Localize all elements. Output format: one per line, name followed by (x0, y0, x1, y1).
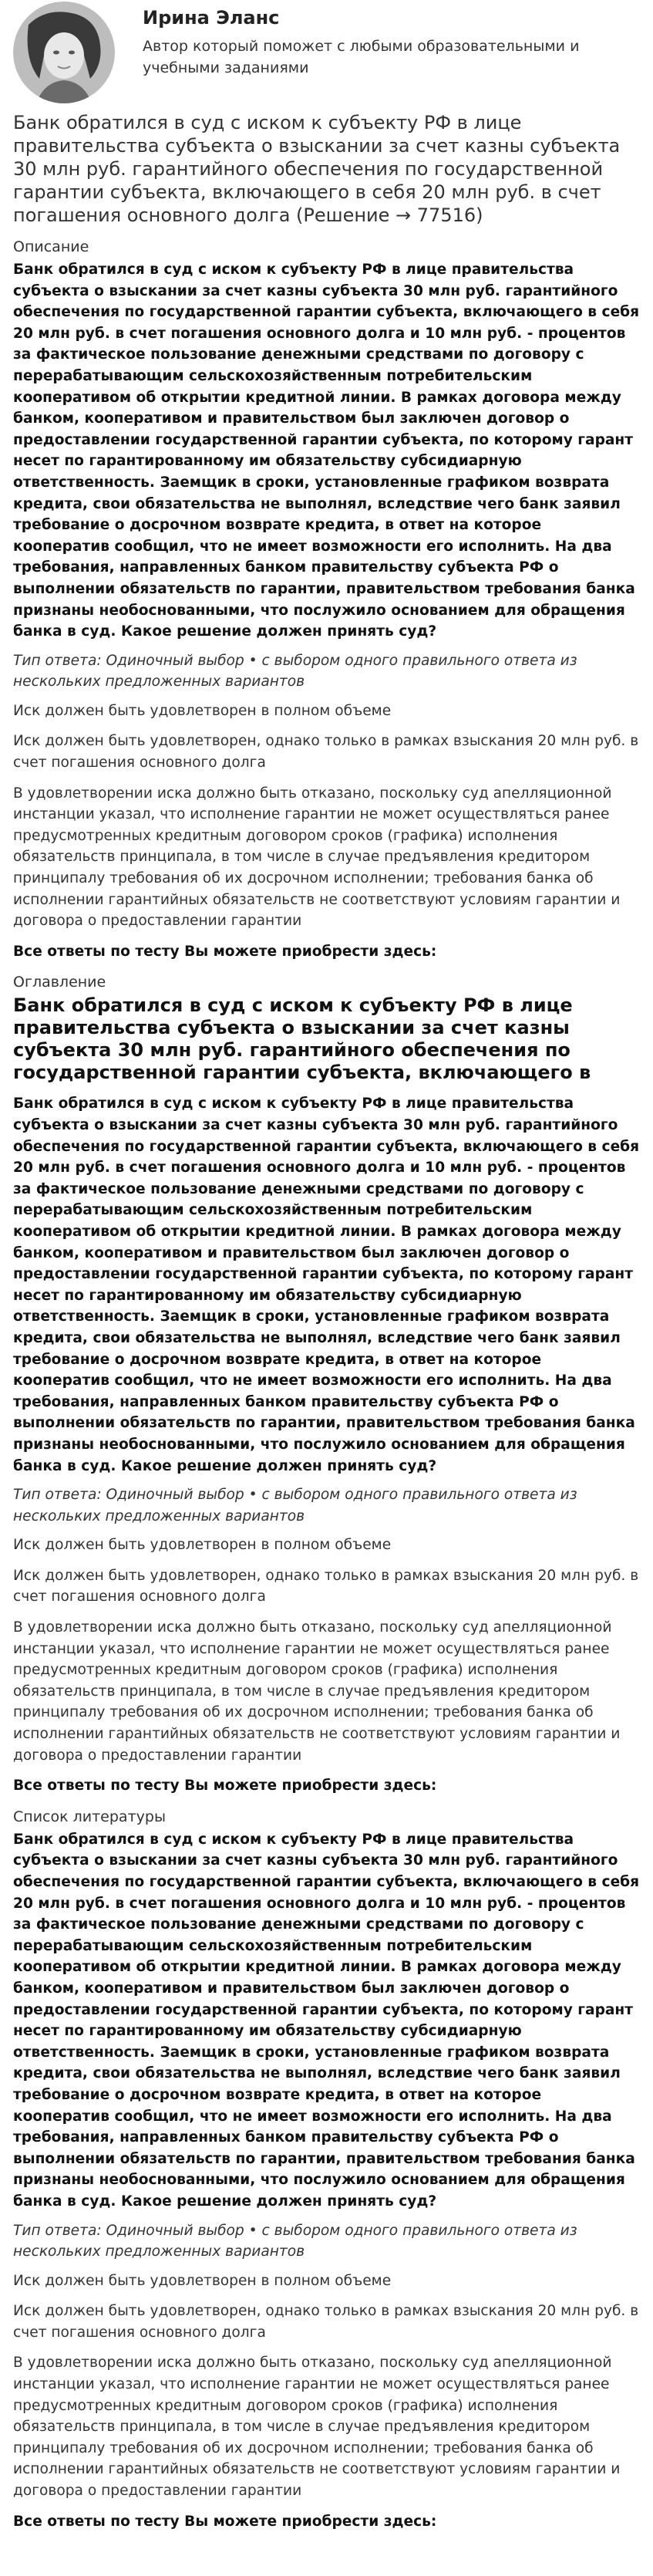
answer-option: Иск должен быть удовлетворен, однако только в рамках взыскания 20 млн руб. в счет погашения основного долга (13, 733, 639, 771)
author-name[interactable]: Ирина Эланс (143, 7, 280, 29)
author-description: Автор который поможет с любыми образовательными и учебными заданиями (143, 38, 580, 76)
section-contents (13, 973, 640, 1796)
section-label: Описание (13, 238, 89, 255)
section-description (13, 238, 640, 962)
answer-option: Иск должен быть удовлетворен в полном объеме (13, 2272, 392, 2289)
answer-type: Тип ответа: Одиночный выбор • с выбором одного правильного ответа из нескольких предложенных вариантов (13, 652, 577, 690)
question-text: Банк обратился в суд с иском к субъекту РФ в лице правительства субъекта о взыскании за счет казны субъекта 30 млн руб. гарантийного обеспечения по государственной гарантии субъекта, включающего в себя 20 млн руб. в счет погашения основного долга и 10 млн руб. - процентов за фактическое пользование денежными средствами по договору с перерабатывающим сельскохозяйственным потребительским кооперативом об открытии кредитной линии. В рамках договора между банком, кооперативом и правительством был заключен договор о предоставлении государственной гарантии субъекта, по которому гарант несет по гарантированному им обязательству субсидиарную ответственность. Заемщик в сроки, установленные графиком возврата кредита, свои обязательства не выполнял, вследствие чего банк заявил требование о досрочном возврате кредита, в ответ на которое кооператив сообщил, что не имеет возможности его исполнить. На два требования, направленных банком правительству субъекта РФ о выполнении обязательств по гарантии, правительством требования банка признаны необоснованными, что послужило основанием для обращения банка в суд. Какое решение должен принять суд? (13, 1096, 640, 1474)
answer-option: Иск должен быть удовлетворен в полном объеме (13, 702, 392, 719)
answer-option: В удовлетворении иска должно быть отказано, поскольку суд апелляционной инстанции указал, что исполнение гарантии не может осуществляться ранее предусмотренных кредитным договором сроков (графика) исполнения обязательств принципала, в том числе в случае предъявления кредитором принципалу требования об их досрочном исполнении; требования банка об исполнении гарантийных обязательств не соответствуют условиям гарантии и договора о предоставлении гарантии (13, 785, 621, 930)
avatar (13, 2, 115, 103)
section-label: Оглавление (13, 974, 106, 991)
answer-option: Иск должен быть удовлетворен, однако только в рамках взыскания 20 млн руб. в счет погашения основного долга (13, 1567, 639, 1605)
buy-answers-text: Все ответы по тесту Вы можете приобрести здесь: (13, 2513, 437, 2530)
buy-answers-text: Все ответы по тесту Вы можете приобрести здесь: (13, 943, 437, 960)
answer-option: В удовлетворении иска должно быть отказано, поскольку суд апелляционной инстанции указал, что исполнение гарантии не может осуществляться ранее предусмотренных кредитным договором сроков (графика) исполнения обязательств принципала, в том числе в случае предъявления кредитором принципалу требования об их досрочном исполнении; требования банка об исполнении гарантийных обязательств не соответствуют условиям гарантии и договора о предоставлении гарантии (13, 1619, 621, 1764)
answer-option: В удовлетворении иска должно быть отказано, поскольку суд апелляционной инстанции указал, что исполнение гарантии не может осуществляться ранее предусмотренных кредитным договором сроков (графика) исполнения обязательств принципала, в том числе в случае предъявления кредитором принципалу требования об их досрочном исполнении; требования банка об исполнении гарантийных обязательств не соответствуют условиям гарантии и договора о предоставлении гарантии (13, 2355, 621, 2500)
section-references (13, 1808, 640, 2532)
author-photo-icon (13, 2, 115, 103)
contents-heading: Банк обратился в суд с иском к субъекту РФ в лице правительства субъекта о взыскании за счет казны субъекта 30 млн руб. гарантийного обеспечения по государственной гарантии субъекта, включающего в (13, 994, 591, 1084)
answer-type: Тип ответа: Одиночный выбор • с выбором одного правильного ответа из нескольких предложенных вариантов (13, 1487, 577, 1524)
question-text: Банк обратился в суд с иском к субъекту РФ в лице правительства субъекта о взыскании за счет казны субъекта 30 млн руб. гарантийного обеспечения по государственной гарантии субъекта, включающего в себя 20 млн руб. в счет погашения основного долга и 10 млн руб. - процентов за фактическое пользование денежными средствами по договору с перерабатывающим сельскохозяйственным потребительским кооперативом об открытии кредитной линии. В рамках договора между банком, кооперативом и правительством был заключен договор о предоставлении государственной гарантии субъекта, по которому гарант несет по гарантированному им обязательству субсидиарную ответственность. Заемщик в сроки, установленные графиком возврата кредита, свои обязательства не выполнял, вследствие чего банк заявил требование о досрочном возврате кредита, в ответ на которое кооператив сообщил, что не имеет возможности его исполнить. На два требования, направленных банком правительству субъекта РФ о выполнении обязательств по гарантии, правительством требования банка признаны необоснованными, что послужило основанием для обращения банка в суд. Какое решение должен принять суд? (13, 1831, 640, 2210)
section-label: Список литературы (13, 1808, 166, 1825)
buy-answers-text: Все ответы по тесту Вы можете приобрести здесь: (13, 1778, 437, 1794)
author-info (143, 2, 621, 79)
answer-option: Иск должен быть удовлетворен, однако только в рамках взыскания 20 млн руб. в счет погашения основного долга (13, 2303, 639, 2341)
answer-option: Иск должен быть удовлетворен в полном объеме (13, 1537, 392, 1554)
author-block (13, 0, 640, 105)
answer-type: Тип ответа: Одиночный выбор • с выбором одного правильного ответа из нескольких предложенных вариантов (13, 2222, 577, 2260)
page-title: Банк обратился в суд с иском к субъекту РФ в лице правительства субъекта о взыскании за счет казны субъекта 30 млн руб. гарантийного обеспечения по государственной гарантии субъекта, включающего в себя 20 млн руб. в счет погашения основного долга (Решение → 77516) (13, 112, 621, 226)
question-text: Банк обратился в суд с иском к субъекту РФ в лице правительства субъекта о взыскании за счет казны субъекта 30 млн руб. гарантийного обеспечения по государственной гарантии субъекта, включающего в себя 20 млн руб. в счет погашения основного долга и 10 млн руб. - процентов за фактическое пользование денежными средствами по договору с перерабатывающим сельскохозяйственным потребительским кооперативом об открытии кредитной линии. В рамках договора между банком, кооперативом и правительством был заключен договор о предоставлении государственной гарантии субъекта, по которому гарант несет по гарантированному им обязательству субсидиарную ответственность. Заемщик в сроки, установленные графиком возврата кредита, свои обязательства не выполнял, вследствие чего банк заявил требование о досрочном возврате кредита, в ответ на которое кооператив сообщил, что не имеет возможности его исполнить. На два требования, направленных банком правительству субъекта РФ о выполнении обязательств по гарантии, правительством требования банка признаны необоснованными, что послужило основанием для обращения банка в суд. Какое решение должен принять суд? (13, 262, 640, 640)
